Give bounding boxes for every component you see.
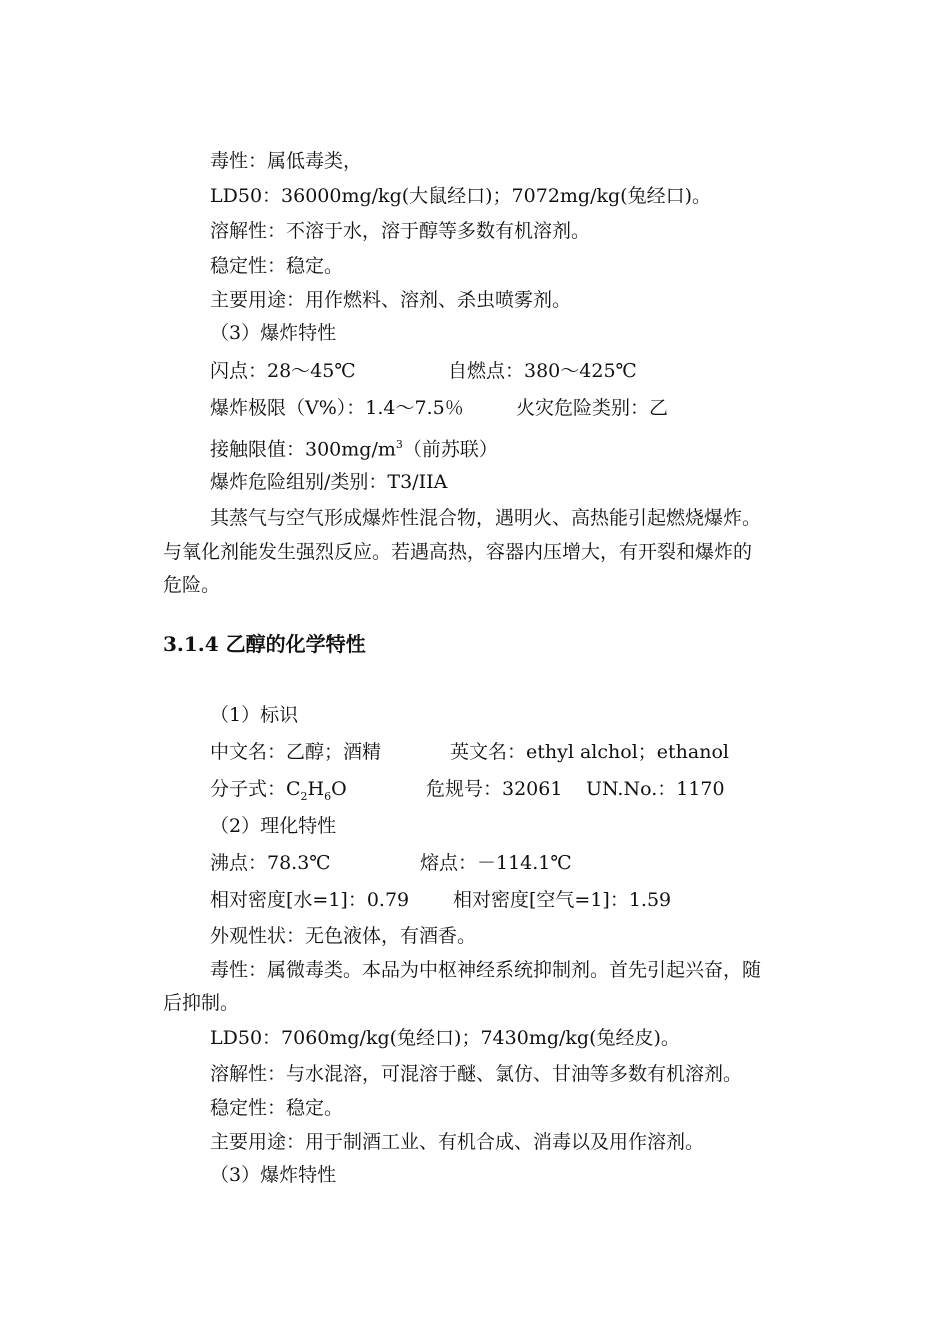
explosion-limit: 爆炸极限（V%）：1.4～7.5％	[210, 397, 464, 419]
hazard-paragraph-line-2: 与氧化剂能发生强烈反应。若遇高热，容器内压增大，有开裂和爆炸的	[163, 541, 753, 563]
ld50-line-ethanol: LD50：7060mg/kg(兔经口)；7430mg/kg(兔经皮)。	[210, 1027, 680, 1049]
names-line	[210, 739, 729, 765]
exposure-limit-line	[210, 432, 498, 462]
melting-point: 熔点：－114.1℃	[420, 852, 572, 874]
density-line	[210, 887, 671, 913]
explosion-heading: （3）爆炸特性	[210, 322, 337, 344]
identification-heading: （1）标识	[210, 704, 299, 726]
toxicity-line: 毒性：属低毒类，	[210, 150, 363, 172]
explosion-group-line: 爆炸危险组别/类别：T3/IIA	[210, 471, 448, 493]
solubility-line: 溶解性：不溶于水，溶于醇等多数有机溶剂。	[210, 220, 591, 242]
solubility-line-ethanol: 溶解性：与水混溶，可混溶于醚、氯仿、甘油等多数有机溶剂。	[210, 1063, 743, 1085]
un-number: UN.No.：1170	[586, 778, 725, 800]
section-heading: 3.1.4 乙醇的化学特性	[163, 632, 366, 656]
stability-line-ethanol: 稳定性：稳定。	[210, 1097, 344, 1119]
explosion-limit-line	[210, 395, 668, 421]
exposure-limit-exponent: 3	[395, 438, 403, 451]
hazard-paragraph-line-1: 其蒸气与空气形成爆炸性混合物，遇明火、高热能引起燃烧爆炸。	[210, 507, 762, 529]
boiling-point: 沸点：78.3℃	[210, 852, 331, 874]
uses-line-ethanol: 主要用途：用于制酒工业、有机合成、消毒以及用作溶剂。	[210, 1131, 705, 1153]
stability-line: 稳定性：稳定。	[210, 255, 344, 277]
flash-point-line	[210, 358, 637, 384]
exposure-limit-suffix: （前苏联）	[402, 438, 498, 461]
toxicity-line-1: 毒性：属微毒类。本品为中枢神经系统抑制剂。首先引起兴奋，随	[210, 959, 762, 981]
autoignition: 自燃点：380～425℃	[448, 360, 637, 382]
uses-line: 主要用途：用作燃料、溶剂、杀虫喷雾剂。	[210, 289, 572, 311]
exposure-limit-prefix: 接触限值：300mg/m	[210, 438, 396, 461]
flash-point: 闪点：28～45℃	[210, 360, 356, 382]
density-water: 相对密度[水=1]：0.79	[210, 889, 410, 911]
chinese-name: 中文名：乙醇；酒精	[210, 741, 382, 763]
density-air: 相对密度[空气=1]：1.59	[453, 889, 672, 911]
explosion-heading-ethanol: （3）爆炸特性	[210, 1164, 337, 1186]
ld50-line: LD50：36000mg/kg(大鼠经口)；7072mg/kg(兔经口)。	[210, 185, 711, 207]
molecular-formula: 分子式：$C_2H_6O$	[210, 778, 347, 803]
english-name: 英文名：ethyl alchol；ethanol	[450, 741, 729, 763]
formula-line	[210, 776, 725, 810]
boiling-melting-line	[210, 850, 572, 876]
fire-class: 火灾危险类别：乙	[516, 397, 669, 419]
dangerous-goods-number: 危规号：32061	[426, 778, 563, 800]
physchem-heading: （2）理化特性	[210, 815, 337, 837]
appearance-line: 外观性状：无色液体，有酒香。	[210, 925, 477, 947]
toxicity-line-2: 后抑制。	[163, 992, 240, 1014]
hazard-paragraph-line-3: 危险。	[163, 574, 221, 596]
